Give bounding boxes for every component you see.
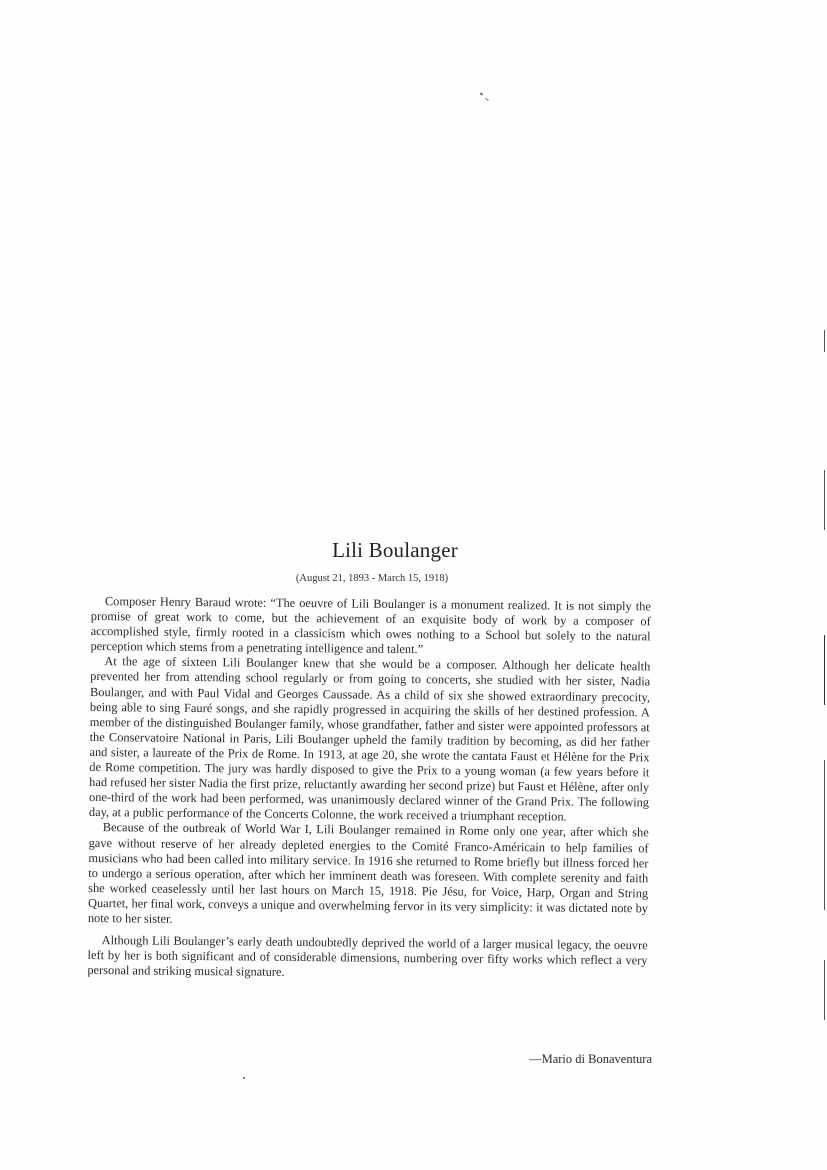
article-body	[87, 594, 651, 984]
scan-edge-mark	[824, 960, 825, 1020]
paragraph	[88, 820, 649, 931]
scan-speck	[485, 98, 489, 101]
scan-edge-mark	[824, 635, 825, 705]
scan-speck	[243, 1077, 245, 1079]
paragraph	[89, 654, 651, 825]
scan-speck	[480, 92, 484, 95]
paragraph	[87, 933, 647, 984]
life-dates: (August 21, 1893 - March 15, 1918)	[295, 573, 449, 584]
paragraph-text: At the age of sixteen Lili Boulanger knew that she would be a composer. Although her delicate health prevented her from attending school regularly or from going to concerts, she studied with her sister, Nadia Boulanger, and with Paul Vidal and Georges Caussade. As a child of six she showed extraordinary precocity, being able to sing Fauré songs, and she rapidly progressed in acquiring the skills of her destined profession. A member of the distinguished Boulanger family, whose grandfather, father and sister were appointed professors at the Conservatoire National in Paris, Lili Boulanger upheld the family tradition by becoming, as did her father and sister, a laureate of the Prix de Rome. In 1913, at age 20, she wrote the cantata Faust et Hélène for the Prix de Rome competition. The jury was hardly disposed to give the Prix to a young woman (a few years before it had refused her sister Nadia the first prize, reluctantly awarding her second prize) but Faust et Hélène, after only one-third of the work had been performed, was unanimously declared winner of the Grand Prix. The following day, at a public performance of the Concerts Colonne, the work received a triumphant reception.	[88, 654, 651, 824]
scan-edge-mark	[824, 470, 825, 530]
scan-edge-mark	[824, 330, 825, 352]
author-signature: —Mario di Bonaventura	[529, 1052, 652, 1066]
document-title: Lili Boulanger	[332, 538, 458, 562]
paragraph-text: Although Lili Boulanger’s early death undoubtedly deprived the world of a larger musical legacy, the oeuvre left by her is both significant and of considerable dimensions, numbering over fifty works which reflect a very personal and striking musical signature.	[87, 933, 648, 980]
paragraph-text: Composer Henry Baraud wrote: “The oeuvre of Lili Boulanger is a monument realized. It is not simply the promise of great work to come, but the achievement of an exquisite body of work by a composer of accomplished style, firmly rooted in a classicism which owes nothing to a School but solely to the natural perception which stems from a penetrating intelligence and talent.”	[90, 594, 651, 657]
scan-edge-mark	[824, 760, 825, 910]
paragraph-text: Because of the outbreak of World War I, Lili Boulanger remained in Rome only one year, after which she gave without reserve of her already depleted energies to the Comité Franco-Américain to help families of musicians who had been called into military service. In 1916 she returned to Rome briefly but illness forced her to undergo a serious operation, after which her imminent death was foreseen. With complete serenity and faith she worked ceaselessly until her last hours on March 15, 1918. Pie Jésu, for Voice, Harp, Organ and String Quartet, her final work, conveys a unique and overwhelming fervor in its very simplicity: it was dictated note by note to her sister.	[87, 820, 649, 926]
paragraph	[90, 594, 651, 660]
